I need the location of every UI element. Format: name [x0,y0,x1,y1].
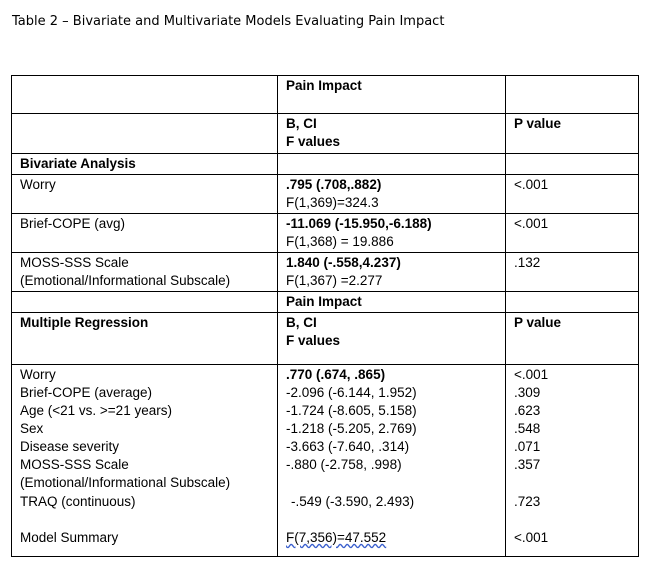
predictor-b-value: .770 (.674, .865) [286,367,386,382]
predictor-p-value: <.001 [514,367,549,382]
predictor-label: Age (<21 vs. >=21 years) [20,403,172,418]
predictor-b-value: -1.724 (-8.605, 5.158) [286,403,417,418]
row-p-value: .132 [506,253,639,292]
multiple-labels-cell [12,365,278,557]
row-b-value: .795 (.708,.882) [286,177,382,192]
results-table [11,75,639,557]
row-f-value: F(1,367) =2.277 [286,273,383,288]
predictor-label: Worry [20,367,56,382]
multiple-group-label: Pain Impact [278,292,506,313]
row-label-text: MOSS-SSS Scale [20,255,129,270]
row-b-cell [278,253,506,292]
predictor-b-value: -1.218 (-5.205, 2.769) [286,421,417,436]
predictor-p-value: .548 [514,421,541,436]
multiple-b-cell [278,365,506,557]
row-b-cell [278,175,506,214]
row-b-value: -11.069 (-15.950,-6.188) [286,216,432,231]
header-f-values-label: F values [286,134,341,149]
bivariate-section-label: Bivariate Analysis [12,154,278,175]
spacer-line [514,474,630,492]
multiple-section-label: Multiple Regression [12,313,278,365]
header-empty-cell [12,114,278,154]
predictor-b-value: -2.096 (-6.144, 1.952) [286,385,417,400]
row-label-text: Worry [20,177,56,192]
predictor-p-value: .623 [514,403,541,418]
row-label-text: Brief-COPE (avg) [20,216,126,231]
predictor-label: Disease severity [20,439,120,454]
row-b-cell [278,214,506,253]
multiple-f-values-label: F values [286,333,341,348]
predictor-label: (Emotional/Informational Subscale) [20,475,231,490]
predictor-label: MOSS-SSS Scale [20,457,129,472]
spacer-line [20,511,269,529]
empty-cell [506,154,639,175]
table-caption: Table 2 – Bivariate and Multivariate Models Evaluating Pain Impact [12,14,445,29]
header-b-ci-label: B, CI [286,116,317,131]
row-b-value: 1.840 (-.558,4.237) [286,255,401,270]
predictor-p-value: .309 [514,385,541,400]
spacer-line [514,511,630,529]
header-b-ci [278,114,506,154]
spacer-line [286,511,497,529]
predictor-b-value: -.549 (-3.590, 2.493) [291,494,415,509]
header-group-label: Pain Impact [278,76,506,114]
predictor-label: Brief-COPE (average) [20,385,153,400]
multiple-header-b-ci [278,313,506,365]
predictor-b-value: -.880 (-2.758, .998) [286,457,402,472]
predictor-p-value: .723 [514,494,541,509]
row-f-value: F(1,369)=324.3 [286,195,379,210]
model-summary-f-value: F(7,356)=47.552 [286,530,387,545]
multiple-b-ci-label: B, CI [286,315,317,330]
header-empty-cell [506,76,639,114]
row-p-value: <.001 [506,214,639,253]
empty-cell [12,292,278,313]
row-label [12,175,278,214]
multiple-header-p-value: P value [506,313,639,365]
predictor-p-value: .071 [514,439,541,454]
empty-cell [506,292,639,313]
predictor-b-value: -3.663 (-7.640, .314) [286,439,410,454]
predictor-label: Sex [20,421,44,436]
model-summary-p-value: <.001 [514,530,549,545]
model-summary-label: Model Summary [20,530,119,545]
row-label [12,253,278,292]
multiple-p-cell [506,365,639,557]
row-label-text: (Emotional/Informational Subscale) [20,273,231,288]
predictor-p-value: .357 [514,457,541,472]
predictor-label: TRAQ (continuous) [20,494,136,509]
row-label [12,214,278,253]
header-empty-cell [12,76,278,114]
empty-cell [278,154,506,175]
row-f-value: F(1,368) = 19.886 [286,234,394,249]
spacer-line [286,474,497,492]
row-p-value: <.001 [506,175,639,214]
header-p-value: P value [506,114,639,154]
